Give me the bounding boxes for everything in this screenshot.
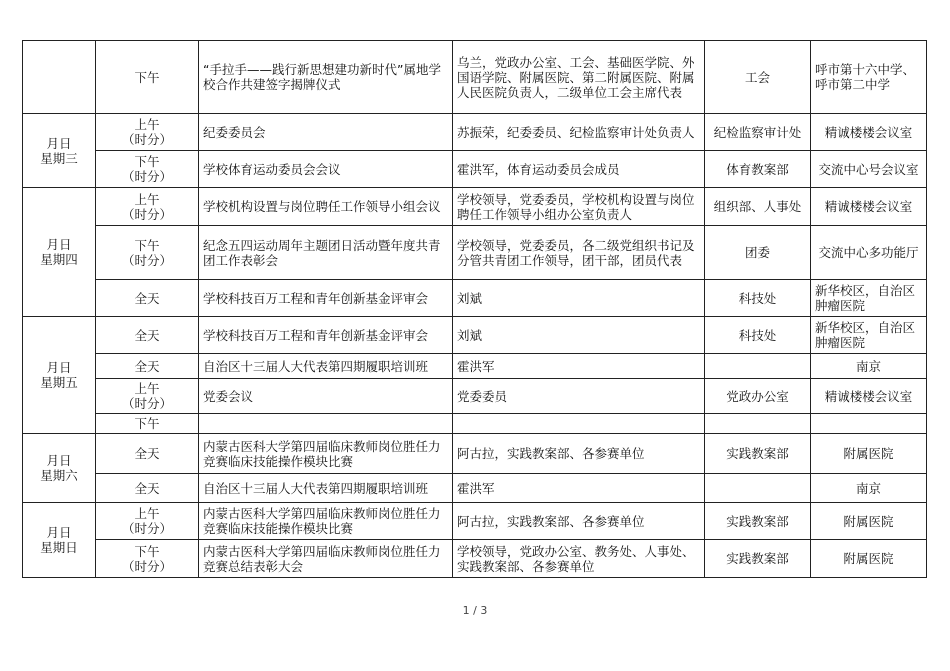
unit-cell: 团委 [705, 226, 811, 280]
time-cell: 下午 [96, 41, 199, 114]
day-weekday: 星期五 [40, 375, 78, 390]
event-cell: 学校体育运动委员会会议 [199, 151, 453, 188]
people-cell: 党委委员 [453, 379, 705, 414]
time-cell: 下午 [96, 414, 199, 434]
table-row [23, 151, 927, 188]
event-cell [199, 414, 453, 434]
people-cell: 苏振荣，纪委委员、纪检监察审计处负责人 [453, 114, 705, 151]
day-cell-friday [23, 317, 96, 434]
table-row [23, 379, 927, 414]
people-cell: 乌兰，党政办公室、工会、基础医学院、外国语学院、附属医院、第二附属医院、附属人民医院负责人，二级单位工会主席代表 [453, 41, 705, 114]
event-cell: 党委会议 [199, 379, 453, 414]
place-cell: 南京 [811, 354, 927, 379]
people-cell: 刘斌 [453, 280, 705, 317]
unit-cell [705, 414, 811, 434]
event-cell: 自治区十三届人大代表第四期履职培训班 [199, 474, 453, 503]
people-cell [453, 414, 705, 434]
day-date: 月日 [46, 453, 72, 468]
event-cell: “手拉手——践行新思想建功新时代”属地学校合作共建签字揭牌仪式 [199, 41, 453, 114]
time-cell: 全天 [96, 434, 199, 474]
unit-cell: 纪检监察审计处 [705, 114, 811, 151]
day-cell-saturday [23, 434, 96, 503]
unit-cell [705, 354, 811, 379]
place-cell: 呼市第十六中学、呼市第二中学 [811, 41, 927, 114]
people-cell: 霍洪军 [453, 354, 705, 379]
table-row [23, 226, 927, 280]
table-row [23, 434, 927, 474]
time-cell: 下午 （时分） [96, 226, 199, 280]
time-cell: 全天 [96, 317, 199, 354]
time-cell: 上午 （时分） [96, 114, 199, 151]
day-weekday: 星期六 [40, 468, 78, 483]
people-cell: 学校领导，党政办公室、教务处、人事处、实践教案部、各参赛单位 [453, 540, 705, 578]
unit-cell: 实践教案部 [705, 540, 811, 578]
time-cell: 全天 [96, 280, 199, 317]
people-cell: 刘斌 [453, 317, 705, 354]
event-cell: 内蒙古医科大学第四届临床教师岗位胜任力竞赛临床技能操作模块比赛 [199, 434, 453, 474]
table-row [23, 188, 927, 226]
event-cell: 内蒙古医科大学第四届临床教师岗位胜任力竞赛临床技能操作模块比赛 [199, 503, 453, 540]
unit-cell: 科技处 [705, 317, 811, 354]
time-cell: 上午 （时分） [96, 188, 199, 226]
unit-cell [705, 474, 811, 503]
people-cell: 霍洪军，体育运动委员会成员 [453, 151, 705, 188]
people-cell: 学校领导，党委委员，学校机构设置与岗位聘任工作领导小组办公室负责人 [453, 188, 705, 226]
unit-cell: 工会 [705, 41, 811, 114]
event-cell: 纪念五四运动周年主题团日活动暨年度共青团工作表彰会 [199, 226, 453, 280]
people-cell: 霍洪军 [453, 474, 705, 503]
unit-cell: 科技处 [705, 280, 811, 317]
time-cell: 下午 （时分） [96, 151, 199, 188]
table-row [23, 540, 927, 578]
table-row [23, 41, 927, 114]
day-date: 月日 [46, 525, 72, 540]
people-cell: 学校领导，党委委员，各二级党组织书记及分管共青团工作领导，团干部，团员代表 [453, 226, 705, 280]
table-row [23, 474, 927, 503]
page-number: 1 / 3 [462, 604, 488, 617]
event-cell: 内蒙古医科大学第四届临床教师岗位胜任力竞赛总结表彰大会 [199, 540, 453, 578]
day-cell-sunday [23, 503, 96, 578]
schedule-table [22, 40, 927, 578]
place-cell: 附属医院 [811, 540, 927, 578]
unit-cell: 实践教案部 [705, 434, 811, 474]
place-cell: 交流中心多功能厅 [811, 226, 927, 280]
place-cell: 南京 [811, 474, 927, 503]
event-cell: 学校科技百万工程和青年创新基金评审会 [199, 317, 453, 354]
day-weekday: 星期日 [40, 540, 78, 555]
unit-cell: 组织部、人事处 [705, 188, 811, 226]
event-cell: 学校科技百万工程和青年创新基金评审会 [199, 280, 453, 317]
day-cell-wednesday [23, 114, 96, 188]
place-cell: 精诚楼楼会议室 [811, 188, 927, 226]
day-date: 月日 [46, 360, 72, 375]
day-cell-thursday [23, 188, 96, 317]
table-row [23, 317, 927, 354]
day-date: 月日 [46, 237, 72, 252]
table-row [23, 280, 927, 317]
place-cell: 新华校区，自治区肿瘤医院 [811, 317, 927, 354]
event-cell: 自治区十三届人大代表第四期履职培训班 [199, 354, 453, 379]
people-cell: 阿古拉，实践教案部、各参赛单位 [453, 503, 705, 540]
time-cell: 上午 （时分） [96, 503, 199, 540]
event-cell: 纪委委员会 [199, 114, 453, 151]
people-cell: 阿古拉，实践教案部、各参赛单位 [453, 434, 705, 474]
place-cell: 附属医院 [811, 434, 927, 474]
time-cell: 上午 （时分） [96, 379, 199, 414]
day-weekday: 星期三 [40, 150, 78, 166]
day-cell [23, 41, 96, 114]
time-cell: 下午 （时分） [96, 540, 199, 578]
place-cell: 新华校区，自治区肿瘤医院 [811, 280, 927, 317]
day-date: 月日 [46, 135, 72, 151]
table-row [23, 503, 927, 540]
table-row [23, 354, 927, 379]
place-cell: 交流中心号会议室 [811, 151, 927, 188]
table-row [23, 414, 927, 434]
time-cell: 全天 [96, 354, 199, 379]
place-cell: 精诚楼楼会议室 [811, 379, 927, 414]
place-cell [811, 414, 927, 434]
unit-cell: 党政办公室 [705, 379, 811, 414]
day-weekday: 星期四 [40, 252, 78, 267]
event-cell: 学校机构设置与岗位聘任工作领导小组会议 [199, 188, 453, 226]
unit-cell: 实践教案部 [705, 503, 811, 540]
unit-cell: 体育教案部 [705, 151, 811, 188]
place-cell: 附属医院 [811, 503, 927, 540]
place-cell: 精诚楼楼会议室 [811, 114, 927, 151]
time-cell: 全天 [96, 474, 199, 503]
table-row [23, 114, 927, 151]
